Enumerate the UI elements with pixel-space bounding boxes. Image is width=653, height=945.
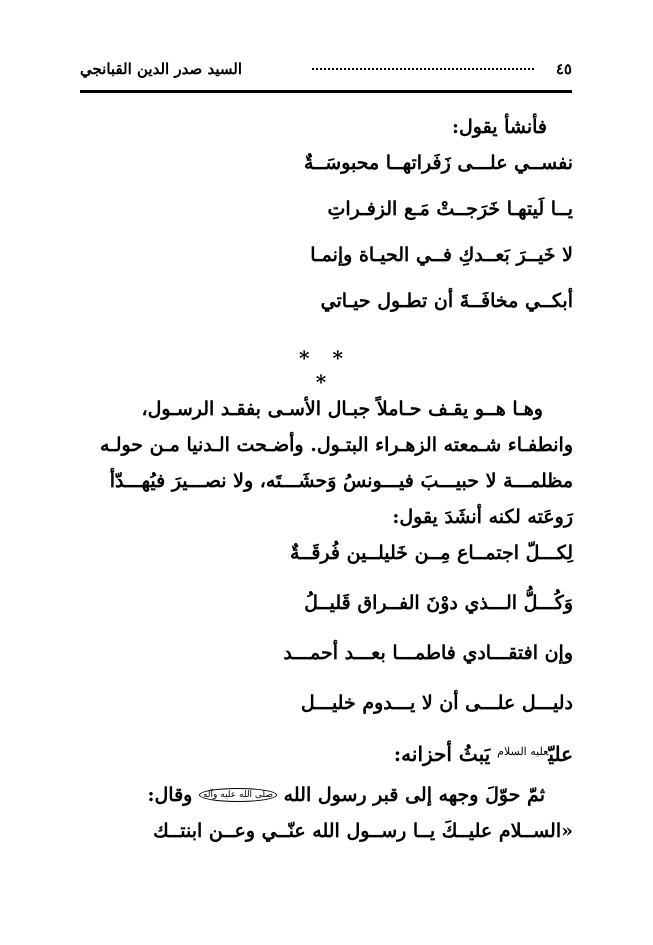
paragraph-line-2: وانطفـاء شـمعته الزهـراء البتـول. وأضـحت الـدنيا مـن حولـه	[99, 434, 573, 456]
paragraph-line-3: مظلمـــة لا حبيـــبَ فيـــونسُ وَحشَـــتَه، ولا نصـــيرَ فيُهـــدّأ	[109, 470, 573, 492]
page-number: ٤٥	[555, 60, 572, 78]
honorific-salawat: صلى الله عليه وآله	[199, 788, 277, 802]
narrative-start: ثمّ حوّلَ وجهه إلى قبر رسول الله	[283, 784, 545, 806]
header-rule	[80, 90, 572, 93]
section-heading-rest: يَبثُ أحزانه:	[393, 742, 491, 766]
narrative-end: وقال:	[147, 784, 193, 806]
poem1-verse-1: نفســي علـــى زَفَراتهــا محبوسَــةٌ	[303, 152, 573, 174]
poem2-verse-1: لِكـــلّ اجتمــاع مِــن خَليلــين فُرقَــةٌ	[290, 542, 573, 564]
poem1-verse-4: أبكــي مخافَــةَ أن تطـول حيـاتي	[320, 290, 573, 312]
section-heading-name: عليّ	[548, 742, 573, 766]
running-header	[80, 60, 572, 84]
narrative-line-2: «الســلام عليــكَ يــا رســول الله عنّــي وعــن ابنتــك	[153, 820, 573, 842]
header-dots	[312, 68, 534, 70]
poem2-verse-4: دليـــل علـــى أن لا يـــدوم خليـــل	[300, 692, 573, 714]
book-title: السيد صدر الدين القبانجي	[80, 60, 243, 78]
separator-stars: * * *	[299, 346, 351, 394]
poem1-verse-2: يــا لَيتهـا خَرَجــتْ مَـع الزفـراتِ	[327, 198, 573, 220]
intro-line: فأنشأ يقول:	[451, 116, 547, 138]
section-heading	[394, 742, 573, 766]
honorific-alayhi-salam: عليه السلام	[497, 745, 549, 758]
paragraph-line-4: رَوعَته لكنه أنشَدَ يقول:	[392, 506, 573, 528]
poem1-verse-3: لا خَيــرَ بَعــدكِ فــي الحيـاة وإنمـا	[310, 244, 573, 266]
narrative-line-1	[147, 784, 545, 806]
poem2-verse-3: وإن افتقـــادي فاطمـــا بعـــد أحمـــد	[283, 642, 573, 664]
poem2-verse-2: وَكُـــلُّ الـــذي دوْنَ الفــراق قَليــلُ	[304, 592, 573, 614]
paragraph-line-1: وهـا هــو يقـف حـاملاً جبـال الأسـى بفقـد الرسـول،	[141, 398, 543, 420]
